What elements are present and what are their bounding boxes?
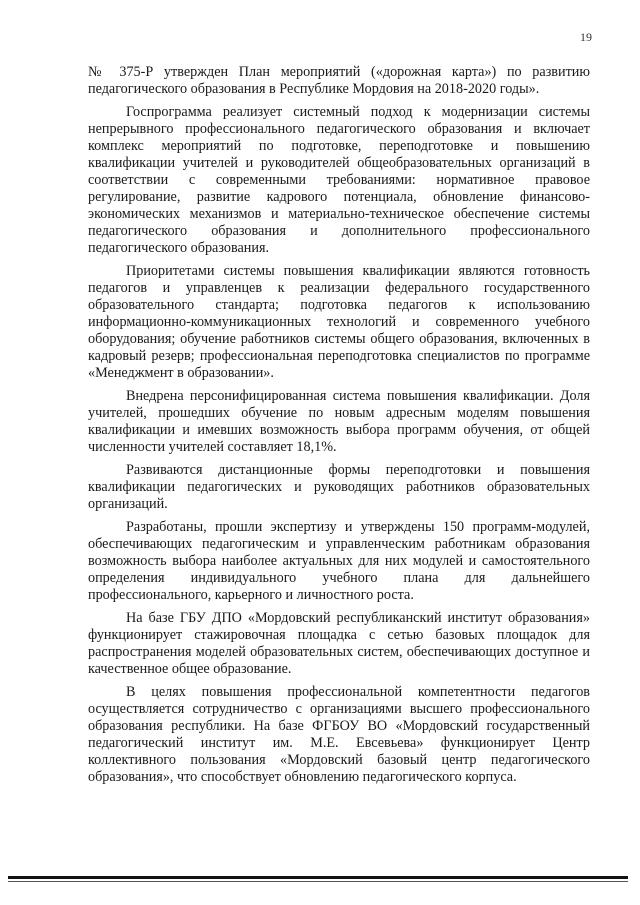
document-body bbox=[88, 64, 590, 792]
paragraph-distance-forms: Развиваются дистанционные формы переподготовки и повышения квалификации педагогических и руководящих работников образовательных организаций. bbox=[88, 462, 590, 512]
paragraph-personalized-system: Внедрена персонифицированная система повышения квалификации. Доля учителей, прошедших обучение по новым адресным моделям повышения квалификации и имевших возможность выбора программ обучения, от общей численности учителей составляет 18,1%. bbox=[88, 388, 590, 455]
scan-edge-line-thin bbox=[8, 881, 628, 882]
paragraph-roadmap: № 375-Р утвержден План мероприятий («дорожная карта») по развитию педагогического образования в Республике Мордовия на 2018-2020 годы». bbox=[88, 64, 590, 97]
scan-edge-line bbox=[8, 876, 628, 879]
paragraph-cooperation: В целях повышения профессиональной компетентности педагогов осуществляется сотрудничество с организациями высшего профессионального образования республики. На базе ФГБОУ ВО «Мордовский государственный педагогический институт им. М.Е. Евсевьева» функционирует Центр коллективного пользования «Мордовский базовый центр педагогического образования», что способствует обновлению педагогического корпуса. bbox=[88, 684, 590, 785]
paragraph-internship-platform: На базе ГБУ ДПО «Мордовский республиканский институт образования» функционирует стажировочная площадка с сетью базовых площадок для распространения моделей образовательных систем, обеспечивающих доступное и качественное общее образование. bbox=[88, 610, 590, 677]
page-number: 19 bbox=[580, 30, 592, 44]
paragraph-priorities: Приоритетами системы повышения квалификации являются готовность педагогов и управленцев к реализации федерального государственного образовательного стандарта; подготовка педагогов к использованию информационно-коммуникационных технологий и современного учебного оборудования; обучение работников системы общего образования, включенных в кадровый резерв; профессиональная переподготовка специалистов по программе «Менеджмент в образовании». bbox=[88, 263, 590, 381]
paragraph-program-modules: Разработаны, прошли экспертизу и утверждены 150 программ-модулей, обеспечивающих педагогическим и управленческим работникам образования возможность выбора наиболее актуальных для них модулей и самостоятельного определения индивидуального учебного плана для дальнейшего профессионального, карьерного и личностного роста. bbox=[88, 519, 590, 603]
paragraph-state-program: Госпрограмма реализует системный подход к модернизации системы непрерывного профессионального педагогического образования и включает комплекс мероприятий по подготовке, переподготовке и повышению квалификации учителей и руководителей общеобразовательных организаций в соответствии с современными требованиями: нормативное правовое регулирование, развитие кадрового потенциала, обновление финансово-экономических механизмов и материально-техническое обеспечение системы педагогического образования и дополнительного профессионального педагогического образования. bbox=[88, 104, 590, 256]
